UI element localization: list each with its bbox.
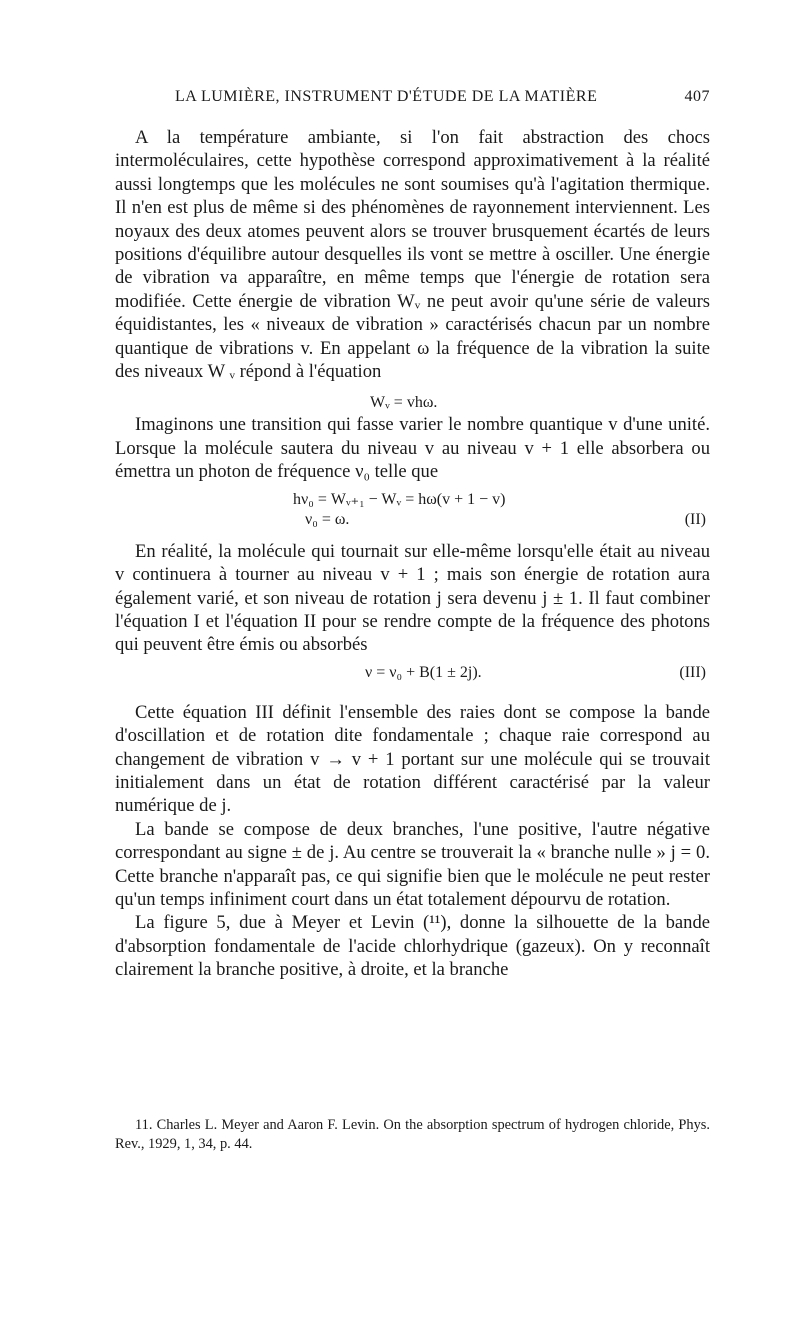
equation-wv: [115, 383, 710, 413]
paragraph-5: La bande se compose de deux branches, l'une positive, l'autre négative correspondant au signe ± de j. Au centre se trouverait la « branche nulle » j = 0. Cette branche n'apparaît pas, ce qui signifie bien que le molécule ne peut rester qu'un temps infiniment court dans un état totalement dépourvu de rotation.: [115, 818, 710, 910]
footnote-11: 11. Charles L. Meyer and Aaron F. Levin. On the absorption spectrum of hydrogen chloride, Phys. Rev., 1929, 1, 34, p. 44.: [115, 1117, 710, 1152]
paragraph-6: La figure 5, due à Meyer et Levin (¹¹), donne la silhouette de la bande d'absorption fondamentale de l'acide chlorhydrique (gazeux). On y reconnaît clairement la branche positive, à droite, et la branche: [115, 912, 710, 981]
equation-hv0-text: hν₀ = Wᵥ₊₁ − Wᵥ = hω(v + 1 − v): [293, 490, 506, 508]
paragraph-4: Cette équation III définit l'ensemble des raies dont se compose la bande d'oscillation et de rotation dite fondamentale ; chaque raie correspond au changement de vibration v → v + 1 portant sur une molécule qui se trouvait initialement dans un état de rotation différent caractérisé par la valeur numérique de j.: [115, 701, 710, 817]
equation-iii: [115, 657, 710, 687]
equation-iii-text: ν = ν₀ + B(1 ± 2j).: [365, 663, 482, 681]
paragraph-2: Imaginons une transition qui fasse varier le nombre quantique v d'une unité. Lorsque la molécule sautera du niveau v au niveau v + 1 elle absorbera ou émettra un photon de fréquence ν₀ telle que: [115, 414, 710, 483]
paragraph-1: A la température ambiante, si l'on fait abstraction des chocs intermoléculaires, cette hypothèse correspond approximativement à la réalité aussi longtemps que les molécules ne sont soumises qu'à l'agitation thermique. Il n'en est plus de même si des phénomènes de rayonnement interviennent. Les noyaux des deux atomes peuvent alors se trouver brusquement écartés de leurs positions d'équilibre autour desquelles ils vont se mettre à osciller. Une énergie de vibration va apparaître, en même temps que l'énergie de rotation sera modifiée. Cette énergie de vibration Wᵥ ne peut avoir qu'une série de valeurs équidistantes, les « niveaux de vibration » caractérisés chacun par un nombre quantique de vibrations v. En appelant ω la fréquence de la vibration la suite des niveaux W ᵥ répond à l'équation: [115, 127, 710, 383]
equation-iii-label: (III): [679, 663, 706, 681]
page-number: 407: [684, 88, 710, 105]
equation-wv-text: Wᵥ = vhω.: [370, 394, 438, 412]
equation-hv0: [115, 484, 710, 508]
body-text: [115, 126, 710, 982]
equation-ii: [115, 508, 710, 532]
equation-ii-label: (II): [684, 510, 706, 528]
footnote: [115, 1116, 710, 1154]
paragraph-3: En réalité, la molécule qui tournait sur elle-même lorsqu'elle était au niveau v continuera à tourner au niveau v + 1 ; mais son énergie de rotation aura également varié, et son niveau de rotation j sera devenu j ± 1. Il faut combiner l'équation I et l'équation II pour se rendre compte de la fréquence des photons qui peuvent être émis ou absorbés: [115, 540, 710, 656]
equation-v0-text: ν₀ = ω.: [305, 510, 350, 528]
running-title: LA LUMIÈRE, INSTRUMENT D'ÉTUDE DE LA MATIÈRE: [175, 88, 598, 105]
